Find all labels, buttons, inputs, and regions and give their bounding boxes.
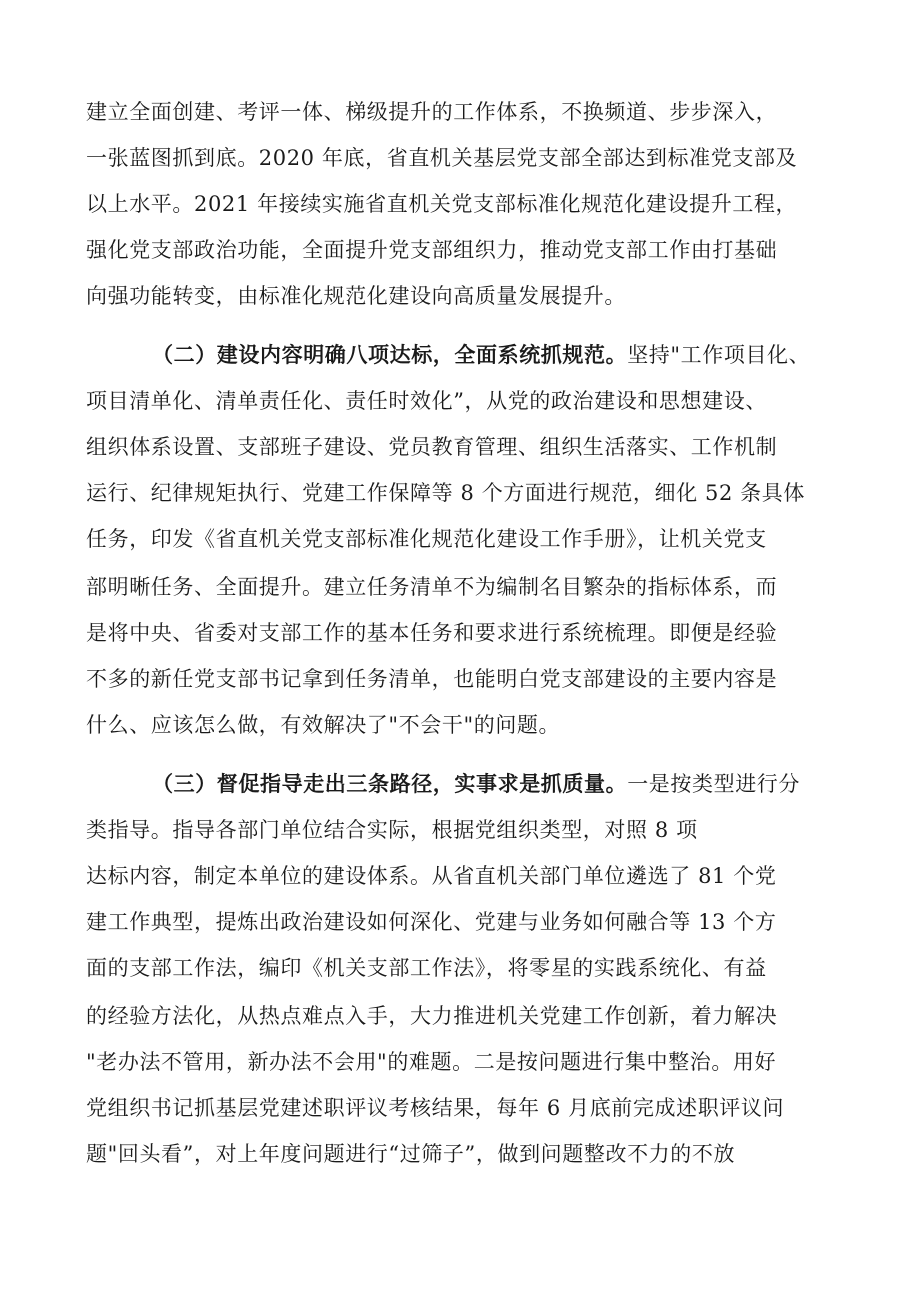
text-line: 向强功能转变，由标准化规范化建设向高质量发展提升。 — [86, 284, 626, 308]
text-line: 类指导。指导各部门单位结合实际，根据党组织类型，对照 8 项 — [86, 818, 698, 842]
text-line: 题"回头看”，对上年度问题进行“过筛子”，做到问题整改不力的不放 — [86, 1142, 736, 1166]
text-line: 任务，印发《省直机关党支部标准化规范化建设工作手册》，让机关党支 — [86, 527, 767, 551]
heading-bold-text: （二）建设内容明确八项达标，全面系统抓规范。 — [152, 342, 628, 367]
text-line: "老办法不管用，新办法不会用"的难题。二是按问题进行集中整治。用好 — [86, 1050, 777, 1074]
text-line: 面的支部工作法，编印《机关支部工作法》，将零星的实践系统化、有益 — [86, 956, 767, 980]
text-line: 什么、应该怎么做，有效解决了"不会干"的问题。 — [86, 713, 561, 737]
text-line: 建工作典型，提炼出政治建设如何深化、党建与业务如何融合等 13 个方 — [86, 910, 777, 934]
text-line: 党组织书记抓基层党建述职评议考核结果，每年 6 月底前完成述职评议问 — [86, 1096, 785, 1120]
text-line: 强化党支部政治功能，全面提升党支部组织力，推动党支部工作由打基础 — [86, 238, 778, 262]
text-line: 组织体系设置、支部班子建设、党员教育管理、组织生活落实、工作机制 — [86, 435, 778, 459]
text-line: 项目清单化、清单责任化、责任时效化”，从党的政治建设和思想建设、 — [86, 389, 767, 413]
text-line: 是将中央、省委对支部工作的基本任务和要求进行系统梳理。即便是经验 — [86, 621, 778, 645]
text-line: 的经验方法化，从热点难点入手，大力推进机关党建工作创新，着力解决 — [86, 1004, 778, 1028]
paragraph-heading-3: （三）督促指导走出三条路径，实事求是抓质量。一是按类型进行分 — [152, 771, 801, 796]
text-line: 建立全面创建、考评一体、梯级提升的工作体系，不换频道、步步深入， — [86, 100, 778, 124]
text-line: 不多的新任党支部书记拿到任务清单，也能明白党支部建设的主要内容是 — [86, 667, 778, 691]
text-line: 达标内容，制定本单位的建设体系。从省直机关部门单位遴选了 81 个党 — [86, 864, 777, 888]
paragraph-heading-2: （二）建设内容明确八项达标，全面系统抓规范。坚持"工作项目化、 — [152, 342, 811, 367]
text-line: 部明晰任务、全面提升。建立任务清单不为编制名目繁杂的指标体系，而 — [86, 575, 778, 599]
text-line: 运行、纪律规矩执行、党建工作保障等 8 个方面进行规范，细化 52 条具体 — [86, 481, 805, 505]
text-line: 一张蓝图抓到底。2020 年底，省直机关基层党支部全部达到标准党支部及 — [86, 146, 798, 170]
text-line: 以上水平。2021 年接续实施省直机关党支部标准化规范化建设提升工程， — [86, 192, 798, 216]
heading-bold-text: （三）督促指导走出三条路径，实事求是抓质量。 — [152, 771, 628, 796]
